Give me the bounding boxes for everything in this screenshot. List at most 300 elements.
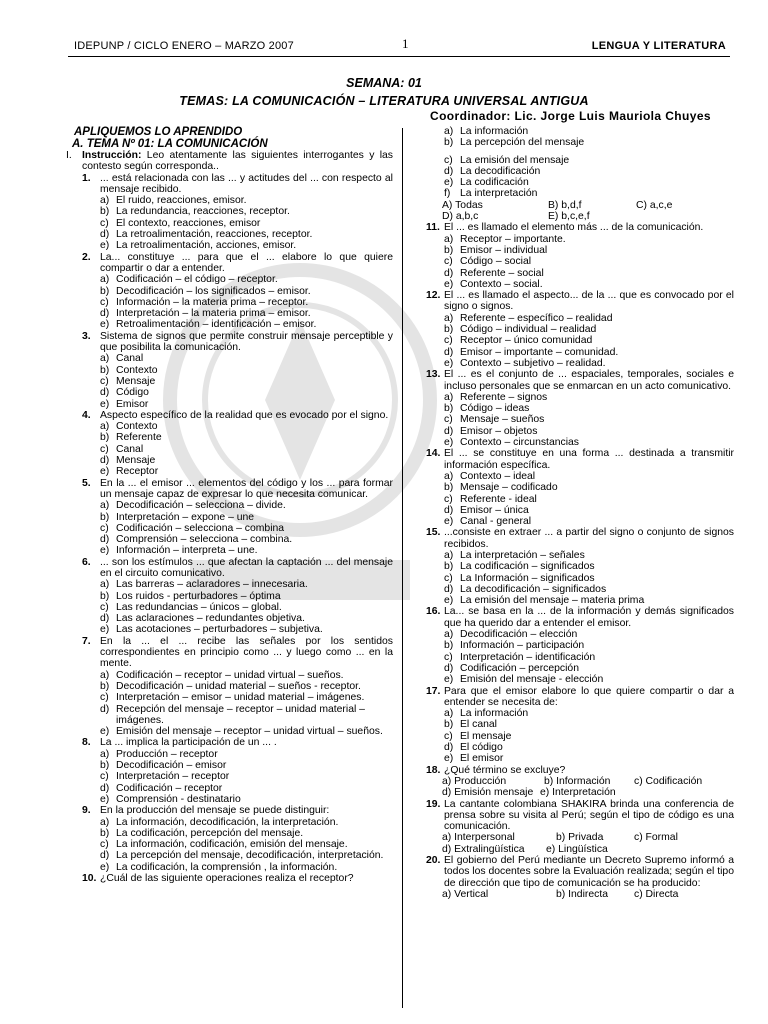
answer-option xyxy=(412,550,734,561)
answer-option xyxy=(68,749,393,760)
option-letter: c) xyxy=(444,651,453,663)
answer-option xyxy=(68,387,393,398)
option-letter: a) xyxy=(100,274,110,286)
answer-option xyxy=(412,471,734,482)
option-letter: c) xyxy=(100,375,109,387)
answer-option xyxy=(412,437,734,448)
question-11 xyxy=(412,222,734,233)
answer-option xyxy=(68,308,393,319)
option-letter: c) xyxy=(100,771,109,783)
answer-option xyxy=(68,828,393,839)
answer-option xyxy=(68,545,393,556)
option-letter: b) xyxy=(100,760,110,772)
answer-option xyxy=(68,286,393,297)
option-letter: e) xyxy=(444,753,454,765)
answer-option xyxy=(412,719,734,730)
question-number: 3. xyxy=(82,330,91,342)
answer-option xyxy=(68,862,393,873)
option-text: El ruido, reacciones, emisor. xyxy=(116,195,247,207)
option-text: Información – interpreta – une. xyxy=(116,545,258,557)
answer-option xyxy=(68,613,393,624)
answer-option xyxy=(68,218,393,229)
question-text: ¿Qué término se excluye? xyxy=(444,764,566,776)
option-letter: b) xyxy=(444,244,454,256)
question-15 xyxy=(412,527,734,550)
option-letter: a) xyxy=(100,816,110,828)
option-letter: a) xyxy=(444,391,454,403)
question-number: 11. xyxy=(426,222,440,234)
question-7 xyxy=(68,636,393,670)
option-text: Código – ideas xyxy=(460,403,530,415)
option-letter: d) xyxy=(100,850,110,862)
answer-option xyxy=(412,313,734,324)
question-text: Para que el emisor elabore lo que quiere compartir o dar a entender se necesita de: xyxy=(444,685,734,708)
answer-option xyxy=(412,516,734,527)
option-letter: c) xyxy=(100,692,109,704)
answer-option xyxy=(412,595,734,606)
option-letter: f) xyxy=(444,188,451,200)
option-letter: a) xyxy=(100,748,110,760)
answer-option xyxy=(68,704,393,727)
topics-title: TEMAS: LA COMUNICACIÓN – LITERATURA UNIVERSAL ANTIGUA xyxy=(179,94,589,108)
column-divider xyxy=(402,128,403,1008)
question-block xyxy=(68,478,393,557)
option-text: La información xyxy=(460,708,529,720)
question-text: El gobierno del Perú mediante un Decreto Supremo informó a todos los docentes sobre la Evaluación realizada; según el tipo de dirección que tipo de comunicación se ha producido: xyxy=(444,855,734,889)
option-letter: e) xyxy=(100,319,110,331)
option-letter: e) xyxy=(444,516,454,528)
option-letter: d) xyxy=(100,534,110,546)
option-letter: e) xyxy=(100,466,110,478)
option-text: Los ruidos - perturbadores – óptima xyxy=(116,590,281,602)
answer-option xyxy=(412,708,734,719)
option-text: Interpretación – la materia prima – emisor. xyxy=(116,308,311,320)
question-block xyxy=(412,527,734,606)
option-letter: c) xyxy=(100,217,109,229)
option-text: Referente – social xyxy=(460,267,544,279)
q18-options-row-1 xyxy=(412,776,734,787)
q10-combo-a: A) Todas xyxy=(442,199,483,211)
question-3 xyxy=(68,331,393,354)
option-letter: e) xyxy=(100,793,110,805)
question-block xyxy=(412,290,734,369)
question-1 xyxy=(68,173,393,196)
option-text: Codificación – selecciona – combina xyxy=(116,522,285,534)
option-letter: b) xyxy=(444,482,454,494)
question-text: ... son los estímulos ... que afectan la captación ... del mensaje en el circuito comunicativo. xyxy=(100,556,393,579)
option-letter: d) xyxy=(100,229,110,241)
answer-option xyxy=(68,794,393,805)
option-letter: a) xyxy=(100,579,110,591)
answer-option xyxy=(412,166,734,177)
answer-option xyxy=(68,534,393,545)
option-text: El código xyxy=(460,742,503,754)
option-letter: a) xyxy=(444,470,454,482)
option-letter: c) xyxy=(444,572,453,584)
answer-option xyxy=(68,500,393,511)
option-text: Mensaje xyxy=(116,375,156,387)
option-text: La información xyxy=(460,126,529,137)
answer-option xyxy=(68,670,393,681)
option-letter: b) xyxy=(444,640,454,652)
option-text: Código xyxy=(116,387,149,399)
question-block xyxy=(412,448,734,527)
option-text: La información, codificación, emisión del mensaje. xyxy=(116,839,348,851)
answer-option xyxy=(412,561,734,572)
q20-options-row-1 xyxy=(412,889,734,900)
option-letter: e) xyxy=(444,674,454,686)
option-letter: b) xyxy=(100,432,110,444)
option-text: Las acotaciones – perturbadores – subjetiva. xyxy=(116,624,323,636)
option-text: La codificación – significados xyxy=(460,561,595,573)
q18-option-d: d) Emisión mensaje xyxy=(442,787,534,799)
roman-numeral: I. xyxy=(66,150,72,161)
option-letter: b) xyxy=(100,285,110,297)
question-block xyxy=(412,369,734,448)
q19-option-c: c) Formal xyxy=(634,832,678,844)
question-block xyxy=(68,331,393,410)
question-text: Aspecto específico de la realidad que es evocado por el signo. xyxy=(100,409,389,421)
question-number: 10. xyxy=(82,873,97,884)
option-text: Mensaje – sueños xyxy=(460,414,545,426)
answer-option xyxy=(412,584,734,595)
option-text: Emisor – importante – comunidad. xyxy=(460,346,619,358)
question-6 xyxy=(68,557,393,580)
answer-option xyxy=(412,126,734,137)
option-letter: e) xyxy=(100,398,110,410)
answer-option xyxy=(68,274,393,285)
question-number: 20. xyxy=(426,855,441,866)
question-number: 16. xyxy=(426,606,441,618)
question-block xyxy=(68,873,393,884)
q18-option-e: e) Interpretación xyxy=(540,787,616,799)
option-text: Emisión del mensaje - elección xyxy=(460,674,604,686)
option-letter: d) xyxy=(100,613,110,625)
question-text: El ... es llamado el elemento más ... de la comunicación. xyxy=(444,222,704,234)
answer-option xyxy=(68,817,393,828)
option-letter: e) xyxy=(444,177,454,189)
option-text: La percepción del mensaje xyxy=(460,137,585,149)
option-letter: b) xyxy=(100,827,110,839)
option-letter: b) xyxy=(100,364,110,376)
option-text: Receptor – importante. xyxy=(460,233,566,245)
question-16 xyxy=(412,606,734,629)
q10-combo-c: C) a,c,e xyxy=(636,199,673,211)
option-text: La decodificación xyxy=(460,165,541,177)
q19-option-b: b) Privada xyxy=(556,832,604,844)
answer-option xyxy=(412,663,734,674)
option-text: La percepción del mensaje, decodificación, interpretación. xyxy=(116,850,384,862)
answer-option xyxy=(412,403,734,414)
option-text: Codificación – el código – receptor. xyxy=(116,274,278,286)
option-text: Código – social xyxy=(460,256,532,268)
option-letter: a) xyxy=(444,629,454,641)
question-10 xyxy=(68,873,393,884)
question-text: El ... se constituye en una forma ... destinada a transmitir información específica. xyxy=(444,448,734,471)
answer-option xyxy=(412,279,734,290)
option-text: Interpretación – identificación xyxy=(460,651,596,663)
option-text: La codificación, la comprensión , la información. xyxy=(116,861,338,873)
option-letter: c) xyxy=(100,443,109,455)
option-text: La retroalimentación, acciones, emisor. xyxy=(116,240,297,252)
option-text: Emisor – única xyxy=(460,504,529,516)
answer-option xyxy=(68,783,393,794)
option-text: Receptor xyxy=(116,466,159,478)
option-letter: d) xyxy=(100,703,110,715)
q19-options-row-2 xyxy=(412,844,734,855)
answer-option xyxy=(412,482,734,493)
answer-option xyxy=(68,421,393,432)
answer-option xyxy=(412,358,734,369)
question-number: 8. xyxy=(82,737,91,749)
option-text: El emisor xyxy=(460,753,504,765)
answer-option xyxy=(412,494,734,505)
option-text: El canal xyxy=(460,719,497,731)
question-4 xyxy=(68,410,393,421)
option-text: La Información – significados xyxy=(460,572,595,584)
option-text: Recepción del mensaje – receptor – unidad material – imágenes. xyxy=(116,703,365,726)
q19-option-e: e) Lingüística xyxy=(546,843,608,855)
option-text: Contexto xyxy=(116,421,158,433)
option-letter: b) xyxy=(444,324,454,336)
answer-option xyxy=(412,742,734,753)
question-block xyxy=(68,636,393,738)
option-text: Canal xyxy=(116,443,144,455)
question-text: En la producción del mensaje se puede distinguir: xyxy=(100,805,330,817)
answer-option xyxy=(68,602,393,613)
option-letter: d) xyxy=(100,782,110,794)
question-block xyxy=(68,252,393,331)
option-text: Las aclaraciones – redundantes objetiva. xyxy=(116,613,305,625)
header-subject: LENGUA Y LITERATURA xyxy=(591,40,726,52)
answer-option xyxy=(412,234,734,245)
option-letter: d) xyxy=(444,742,454,754)
option-text: Mensaje xyxy=(116,455,156,467)
q20-option-b: b) Indirecta xyxy=(556,888,608,900)
answer-option xyxy=(68,240,393,251)
option-text: Emisión del mensaje – receptor – unidad virtual – sueños. xyxy=(116,726,383,738)
option-text: Decodificación – los significados – emisor. xyxy=(116,285,311,297)
answer-option xyxy=(68,466,393,477)
option-text: Contexto – social. xyxy=(460,278,543,290)
question-block xyxy=(68,805,393,873)
q18-option-b: b) Información xyxy=(544,775,611,787)
answer-option xyxy=(412,505,734,516)
question-number: 13. xyxy=(426,369,441,381)
answer-option xyxy=(68,850,393,861)
option-letter: a) xyxy=(444,126,454,137)
question-text: ... está relacionada con las ... y actitudes del ... con respecto al mensaje recibido. xyxy=(100,172,393,195)
option-letter: c) xyxy=(444,256,453,268)
option-letter: e) xyxy=(100,240,110,252)
question-5 xyxy=(68,478,393,501)
option-text: La codificación, percepción del mensaje. xyxy=(116,827,304,839)
header-course: IDEPUNP / CICLO ENERO – MARZO 2007 xyxy=(74,40,294,52)
answer-option xyxy=(68,692,393,703)
option-text: Codificación – percepción xyxy=(460,662,579,674)
answer-option xyxy=(68,319,393,330)
answer-option xyxy=(412,674,734,685)
question-block xyxy=(68,737,393,805)
option-text: La emisión del mensaje – materia prima xyxy=(460,595,645,607)
answer-option xyxy=(68,432,393,443)
week-title: SEMANA: 01 xyxy=(346,76,422,90)
answer-option xyxy=(68,523,393,534)
option-letter: c) xyxy=(100,601,109,613)
answer-option xyxy=(412,753,734,764)
answer-option xyxy=(412,137,734,148)
option-letter: d) xyxy=(444,583,454,595)
q19-option-a: a) Interpersonal xyxy=(442,832,515,844)
question-number: 12. xyxy=(426,290,441,302)
question-block xyxy=(68,173,393,252)
option-letter: e) xyxy=(100,861,110,873)
option-text: Referente – signos xyxy=(460,391,548,403)
instruction-label: Instrucción: xyxy=(82,150,142,161)
instruction-text: Leo atentamente las siguientes interrogantes y las contesto según corresponda.. xyxy=(82,150,393,173)
question-number: 15. xyxy=(426,527,441,539)
option-letter: b) xyxy=(444,561,454,573)
option-letter: d) xyxy=(100,308,110,320)
option-letter: c) xyxy=(100,839,109,851)
question-text: ...consiste en extraer ... a partir del signo o conjunto de signos recibidos. xyxy=(444,527,734,550)
q10-combo-d: D) a,b,c xyxy=(442,211,479,223)
option-text: Receptor – único comunidad xyxy=(460,335,593,347)
question-block xyxy=(412,606,734,685)
option-letter: c) xyxy=(100,296,109,308)
answer-option xyxy=(412,188,734,199)
question-text: El ... es llamado el aspecto... de la ... que es convocado por el signo o signos. xyxy=(444,290,734,313)
answer-option xyxy=(68,444,393,455)
q10-combo-e: E) b,c,e,f xyxy=(548,211,590,223)
answer-option xyxy=(68,839,393,850)
option-letter: e) xyxy=(444,595,454,607)
right-column xyxy=(412,126,734,900)
option-text: El mensaje xyxy=(460,730,512,742)
question-9 xyxy=(68,805,393,816)
question-text: La... constituye ... para que el ... elabore lo que quiere compartir o dar a entender. xyxy=(100,251,393,274)
question-20 xyxy=(412,855,734,889)
q18-option-c: c) Codificación xyxy=(634,775,703,787)
option-letter: b) xyxy=(100,590,110,602)
option-letter: e) xyxy=(444,357,454,369)
q18-option-a: a) Producción xyxy=(442,775,507,787)
answer-option xyxy=(68,353,393,364)
option-text: Interpretación – emisor – unidad material – imágenes. xyxy=(116,692,365,704)
option-text: Mensaje – codificado xyxy=(460,482,558,494)
option-letter: a) xyxy=(444,708,454,720)
answer-option xyxy=(68,376,393,387)
answer-option xyxy=(68,512,393,523)
option-text: Decodificación – unidad material – sueños - receptor. xyxy=(116,680,361,692)
topic-heading: A. TEMA Nº 01: LA COMUNICACIÓN xyxy=(72,138,268,150)
option-letter: d) xyxy=(444,267,454,279)
option-text: Contexto – ideal xyxy=(460,470,536,482)
option-text: La interpretación – señales xyxy=(460,549,585,561)
option-letter: a) xyxy=(100,195,110,207)
option-letter: a) xyxy=(444,549,454,561)
answer-option xyxy=(68,681,393,692)
option-letter: b) xyxy=(100,511,110,523)
option-text: La emisión del mensaje xyxy=(460,154,570,166)
option-text: Las barreras – aclaradores – innecesaria. xyxy=(116,579,308,591)
q10-combo-row-2 xyxy=(412,211,734,222)
option-letter: b) xyxy=(444,403,454,415)
q20-option-a: a) Vertical xyxy=(442,888,489,900)
q10-combo-row-1 xyxy=(412,200,734,211)
answer-option xyxy=(68,399,393,410)
question-number: 17. xyxy=(426,685,441,697)
answer-option xyxy=(412,324,734,335)
answer-option xyxy=(412,731,734,742)
option-letter: d) xyxy=(444,425,454,437)
question-18 xyxy=(412,765,734,776)
option-text: Referente - ideal xyxy=(460,493,537,505)
answer-option xyxy=(68,760,393,771)
option-letter: d) xyxy=(444,662,454,674)
option-text: Emisor – objetos xyxy=(460,425,538,437)
option-text: Producción – receptor xyxy=(116,748,218,760)
question-block xyxy=(412,686,734,765)
option-text: Decodificación – emisor xyxy=(116,760,227,772)
option-letter: a) xyxy=(444,233,454,245)
question-19 xyxy=(412,799,734,833)
answer-option xyxy=(68,591,393,602)
option-letter: c) xyxy=(444,154,453,166)
answer-option xyxy=(412,335,734,346)
question-13 xyxy=(412,369,734,392)
question-text: ¿Cuál de las siguiente operaciones realiza el receptor? xyxy=(100,873,354,884)
answer-option xyxy=(68,771,393,782)
answer-option xyxy=(68,624,393,635)
answer-option xyxy=(412,177,734,188)
option-text: La información, decodificación, la interpretación. xyxy=(116,816,339,828)
q10-combo-b: B) b,d,f xyxy=(548,199,582,211)
answer-option xyxy=(68,195,393,206)
option-text: La codificación xyxy=(460,177,529,189)
option-letter: c) xyxy=(100,522,109,534)
option-letter: a) xyxy=(100,500,110,512)
option-letter: e) xyxy=(100,624,110,636)
option-text: Interpretación – expone – une xyxy=(116,511,255,523)
coordinator: Coordinador: Lic. Jorge Luis Mauriola Chuyes xyxy=(430,109,711,123)
question-14 xyxy=(412,448,734,471)
left-column xyxy=(68,126,393,884)
option-text: Canal xyxy=(116,353,144,365)
instruction xyxy=(68,150,393,173)
answer-option xyxy=(412,573,734,584)
answer-option xyxy=(412,347,734,358)
option-text: La retroalimentación, reacciones, receptor. xyxy=(116,229,313,241)
answer-option xyxy=(412,640,734,651)
option-text: La redundancia, reacciones, receptor. xyxy=(116,206,290,218)
option-letter: d) xyxy=(100,387,110,399)
question-number: 14. xyxy=(426,448,441,460)
option-letter: e) xyxy=(444,437,454,449)
q19-options-row-1 xyxy=(412,832,734,843)
option-letter: b) xyxy=(444,137,454,149)
option-text: El contexto, reacciones, emisor xyxy=(116,217,261,229)
left-question-list xyxy=(68,173,393,885)
option-text: Código – individual – realidad xyxy=(460,324,597,336)
option-text: Emisor – individual xyxy=(460,244,548,256)
question-12 xyxy=(412,290,734,313)
question-number: 4. xyxy=(82,409,91,421)
option-text: La decodificación – significados xyxy=(460,583,607,595)
option-text: Información – la materia prima – receptor. xyxy=(116,296,309,308)
page-header xyxy=(68,36,730,57)
option-letter: a) xyxy=(100,353,110,365)
